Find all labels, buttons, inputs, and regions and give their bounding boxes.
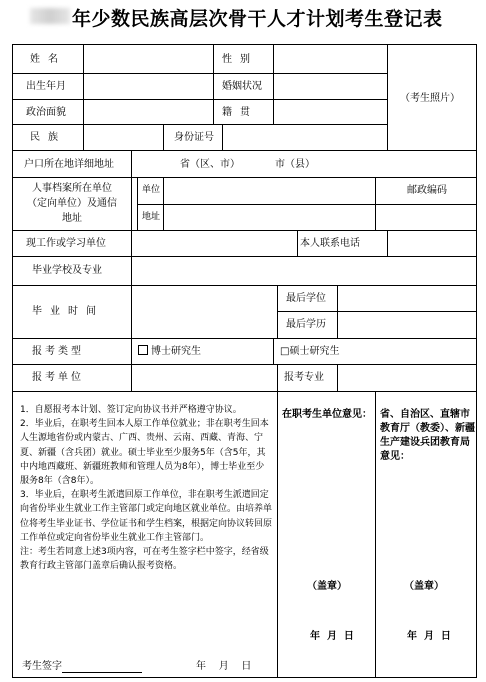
label-last-degree: 最后学位 [286,293,326,304]
label-archive-1: 人事档案所在单位 [32,183,112,194]
label-name: 姓名 [30,54,66,65]
date-employer: 年 月 日 [310,631,354,642]
seal-province: （盖章） [404,581,444,592]
label-archive-3: 地址 [62,213,82,224]
label-unit: 单位 [142,185,161,195]
label-native: 籍贯 [222,107,258,118]
note-2: 2．毕业后，在职考生回本人原工作单位就业；非在职考生回本人生源地省份或内蒙古、广西、贵州、云南、西藏、青海、宁夏、新疆（含兵团）就业。硕士毕业至少服务5年（含5年，其中内地西藏班、新疆班教师和管理人员为8年），博士毕业至少服务8年（含8年）。 [20,419,269,487]
label-last-education: 最后学历 [286,319,326,330]
label-hukou: 户口所在地详细地址 [24,159,114,170]
label-marital: 婚姻状况 [222,81,262,92]
label-political: 政治面貌 [26,107,66,118]
label-phone: 本人联系电话 [300,238,360,249]
label-id-number: 身份证号 [174,132,214,143]
option-phd-label: 博士研究生 [151,346,201,357]
note-1: 1．自愿报考本计划、签订定向协议书并严格遵守协议。 [20,405,242,415]
option-phd[interactable] [138,345,201,358]
note-3: 3．毕业后，在职考生派遣回原工作单位，非在职考生派遣回定向省份毕业生就业工作主管部门或定向地区就业单位。由培养单位将考生毕业证书、学位证书和学生档案，根据定向协议转回原工作单位或定向省份毕业生就业工作主管部门。 [20,490,273,543]
label-school-major: 毕业学校及专业 [32,265,102,276]
note-remark: 注：考生若同意上述3项内容，可在考生签字栏中签字，经省级教育行政主管部门盖章后确认报考资格。 [20,547,269,572]
label-postcode: 邮政编码 [407,185,447,196]
label-work-unit: 现工作或学习单位 [26,238,106,249]
option-master[interactable]: □硕士研究生 [280,346,340,357]
signature-date: 年 月 日 [196,661,252,672]
label-ethnic: 民族 [30,132,66,143]
checkbox-phd[interactable] [138,345,148,355]
label-address: 地址 [142,212,161,222]
label-archive-2: （定向单位）及通信 [27,198,117,209]
label-gender: 性别 [222,54,258,65]
province-opinion-title: 省、自治区、直辖市教育厅（教委）、新疆生产建设兵团教育局意见： [380,409,475,462]
seal-employer: （盖章） [307,581,347,592]
commitment-notes [20,403,272,573]
label-apply-major: 报考专业 [284,372,324,383]
label-grad-time: 毕业时间 [32,306,104,317]
employer-opinion-title: 在职考生单位意见： [282,409,372,420]
label-birth: 出生年月 [26,81,66,92]
form-title: 年少数民族高层次骨干人才计划考生登记表 [72,8,443,30]
signature-line[interactable] [62,662,142,673]
label-apply-type: 报考类型 [32,346,84,357]
signature-row [22,660,142,673]
hukou-city: 市（县） [275,159,315,170]
hukou-province: 省（区、市） [180,159,240,170]
signature-label: 考生签字 [22,661,62,672]
photo-placeholder: （考生照片） [400,93,460,104]
date-province: 年 月 日 [407,631,451,642]
label-apply-unit: 报考单位 [32,372,84,383]
